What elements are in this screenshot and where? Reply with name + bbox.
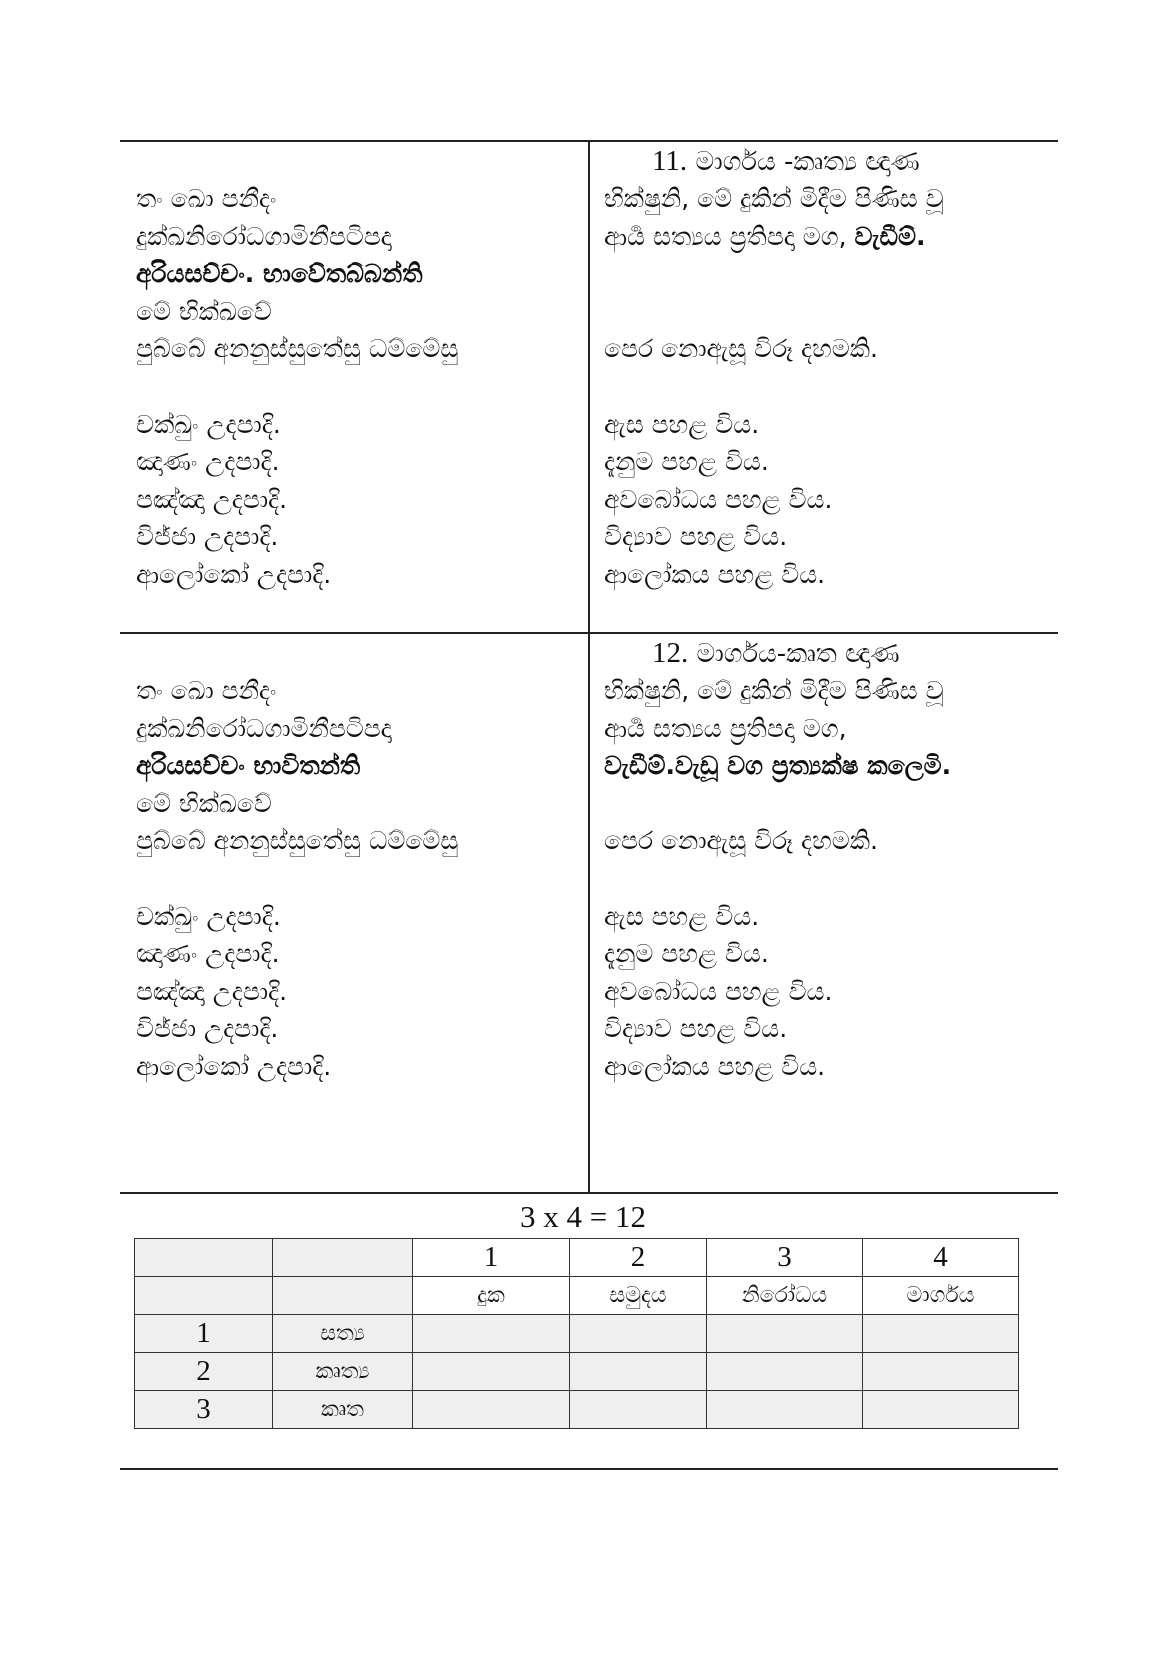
sinhala-line: ඇස පහළ විය. (604, 901, 760, 931)
section11-number: 11. (652, 145, 688, 177)
table-cell (707, 1315, 863, 1353)
sinhala-line: දැනුම පහළ විය. (604, 939, 769, 969)
sinhala-line: ආලෝකය පහළ විය. (604, 559, 826, 589)
table-cell (570, 1315, 707, 1353)
table-cell (135, 1277, 273, 1315)
sinhala-line: භික්ෂුනි, මේ දුකින් මිදීම පිණිස වූ (604, 184, 944, 213)
sinhala-line: ආලෝකය පහළ විය. (604, 1051, 826, 1081)
column-name: දුක (413, 1277, 570, 1315)
sinhala-line: ඇස පහළ විය. (604, 409, 760, 439)
table-row (135, 1277, 1019, 1315)
pali-line: පඤ්ඤා උදපාදි. (136, 976, 288, 1006)
pali-line: දුක්ඛනිරෝධගාමිනීපටිපදා (136, 713, 392, 743)
pali-line: පුබ්බේ අනනුස්සුතේසු ධම්මේසු (136, 334, 459, 364)
summary-table (134, 1238, 1019, 1429)
row-number: 1 (135, 1315, 273, 1353)
pali-line: තං ඛො පනීදං (136, 184, 277, 213)
pali-line-bold: අරියසච්චං භාවිතන්ති (136, 751, 361, 781)
sinhala-line-bold: වැඩූ වග ප්‍රත්‍යක්ෂ කලෙමි. (674, 751, 952, 781)
column-name: මාර්ගය (863, 1277, 1019, 1315)
sinhala-line: අවබෝධය පහළ විය. (604, 976, 833, 1006)
table-cell (707, 1353, 863, 1391)
table-row (135, 1353, 1019, 1391)
table-cell (413, 1315, 570, 1353)
column-number: 4 (863, 1239, 1019, 1277)
table-cell (707, 1391, 863, 1429)
pali-line-bold: අරියසච්චං. භාවේතබ්බන්ති (136, 259, 423, 289)
section11-title (652, 143, 920, 181)
pali-line: ආලෝකෝ උදපාදි. (136, 1051, 332, 1081)
section12-sinhala-text (604, 672, 951, 1086)
column-divider (588, 140, 590, 1192)
table-row (135, 1315, 1019, 1353)
sinhala-line: දැනුම පහළ විය. (604, 447, 769, 477)
sinhala-line-bold: වැඩීම්. (854, 221, 926, 251)
row-name: කෘත්‍ය (273, 1353, 413, 1391)
sinhala-line: ආර්‍ය සත්‍යය ප්‍රතිපදා මග, (604, 713, 847, 743)
table-row (135, 1391, 1019, 1429)
pali-line: තං ඛො පනීදං (136, 676, 277, 705)
table-cell (273, 1239, 413, 1277)
pali-line: චක්ඛුං උදපාදි. (136, 901, 281, 931)
sinhala-line: විද්‍යාව පහළ විය. (604, 1014, 788, 1044)
pali-line: මේ භික්ඛවේ (136, 788, 272, 818)
row-name: කෘත (273, 1391, 413, 1429)
pali-line: මේ භික්ඛවේ (136, 296, 272, 326)
table-cell (863, 1391, 1019, 1429)
sinhala-line: භික්ෂුනි, මේ දුකින් මිදීම පිණිස වූ (604, 676, 944, 705)
row-number: 2 (135, 1353, 273, 1391)
sinhala-line: විද්‍යාව පහළ විය. (604, 522, 788, 552)
bottom-rule (120, 1468, 1058, 1470)
row-name: සත්‍ය (273, 1315, 413, 1353)
table-cell (863, 1315, 1019, 1353)
table-cell (863, 1353, 1019, 1391)
pali-line: ආලෝකෝ උදපාදි. (136, 559, 332, 589)
pali-line: ඤාණං උදපාදි. (136, 447, 280, 477)
table-cell (413, 1353, 570, 1391)
sinhala-line: පෙර නොඇසූ විරූ දහමකි. (604, 334, 878, 364)
section11-sinhala-text (604, 180, 944, 594)
section12-heading: මාර්ගය-කෘත ඥාණ (696, 639, 900, 669)
pali-line (136, 860, 458, 898)
sinhala-line: අවබෝධය පහළ විය. (604, 484, 833, 514)
sinhala-line: පෙර නොඇසූ විරූ දහමකි. (604, 826, 878, 856)
column-name: සමුදය (570, 1277, 707, 1315)
section12-title (652, 635, 900, 673)
table-cell (570, 1353, 707, 1391)
sinhala-line (604, 368, 944, 406)
pali-line: පඤ්ඤා උදපාදි. (136, 484, 288, 514)
column-number: 3 (707, 1239, 863, 1277)
sinhala-line (604, 860, 951, 898)
table-cell (273, 1277, 413, 1315)
table-row (135, 1239, 1019, 1277)
section11-heading: මාර්ගය -කෘත්‍ය ඥාණ (695, 147, 920, 177)
row-number: 3 (135, 1391, 273, 1429)
sinhala-line-bold: වැඩීම්. (604, 751, 675, 781)
pali-line: චක්ඛුං උදපාදි. (136, 409, 281, 439)
pali-line: දුක්ඛනිරෝධගාමිනීපටිපදා (136, 221, 392, 251)
pali-line: ඤාණං උදපාදි. (136, 939, 280, 969)
column-number: 2 (570, 1239, 707, 1277)
sinhala-line: ආර්‍ය සත්‍යය ප්‍රතිපදා මග, (604, 221, 855, 251)
table-top-rule (120, 1192, 1058, 1194)
pali-line: විජ්ජා උදපාදි. (136, 1014, 279, 1044)
column-name: නිරෝධය (707, 1277, 863, 1315)
table-cell (135, 1239, 273, 1277)
table-cell (570, 1391, 707, 1429)
column-number: 1 (413, 1239, 570, 1277)
pali-line: විජ්ජා උදපාදි. (136, 522, 279, 552)
section12-number: 12. (652, 637, 689, 669)
pali-line (136, 368, 458, 406)
pali-line: පුබ්බේ අනනුස්සුතේසු ධම්මේසු (136, 826, 459, 856)
section11-pali-text (136, 180, 458, 594)
summary-equation: 3 x 4 = 12 (520, 1199, 646, 1234)
table-cell (413, 1391, 570, 1429)
section12-pali-text (136, 672, 458, 1086)
